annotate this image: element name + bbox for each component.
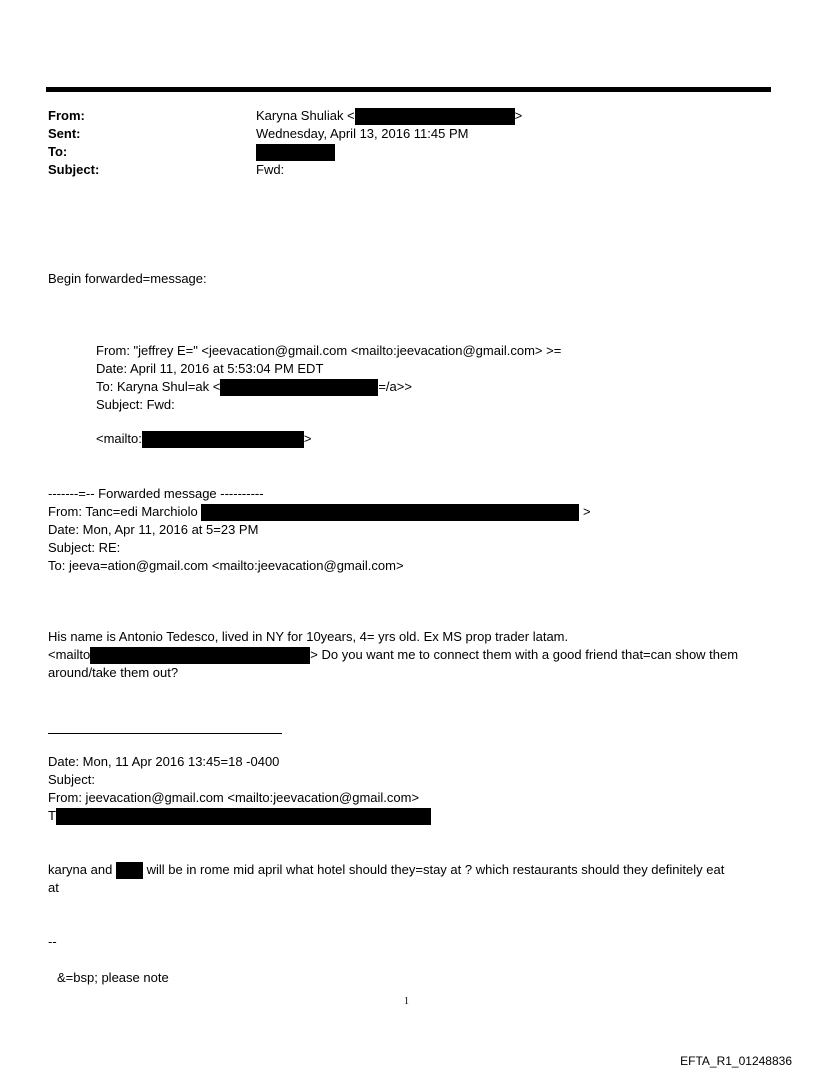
fwd3-date-line: Date: Mon, 11 Apr 2016 13:45=18 -0400 (48, 754, 280, 769)
para3-suffix: will be in rome mid april what hotel should they=stay at ? which restaurants should they definitely eat (146, 862, 725, 877)
fwd2-from-suffix: > (582, 504, 591, 519)
from-value-close: > (514, 108, 523, 123)
fwd1-to-prefix: To: Karyna Shul=ak < (96, 379, 221, 394)
fwd1-mailto-suffix: > (303, 431, 312, 446)
paragraph-2 (48, 646, 738, 664)
redaction-box (56, 808, 431, 825)
para2-suffix: > Do you want me to connect them with a good friend that=can show them (310, 647, 739, 662)
fwd3-to-prefix: T (48, 808, 56, 823)
paragraph-1: His name is Antonio Tedesco, lived in NY for 10years, 4= yrs old. Ex MS prop trader latam. (48, 629, 569, 644)
forward-separator: -------=-- Forwarded message ---------- (48, 486, 264, 501)
fwd1-to-suffix: =/a>> (378, 379, 412, 394)
subject-label: Subject: (48, 162, 100, 177)
paragraph-2-continued: around/take them out? (48, 665, 179, 680)
fwd2-from-line (48, 503, 591, 521)
fwd3-subject-line: Subject: (48, 772, 95, 787)
fwd1-from-line: From: "jeffrey E=" <jeevacation@gmail.com <mailto:jeevacation@gmail.com> >= (96, 343, 562, 358)
fwd3-to-line (48, 807, 431, 825)
fwd1-mailto-line (96, 430, 311, 448)
redaction-box (90, 647, 310, 664)
redaction-box (256, 144, 335, 161)
note-line: &=bsp; please note (57, 970, 169, 985)
fwd1-mailto-prefix: <mailto: (96, 431, 142, 446)
sent-label: Sent: (48, 126, 81, 141)
quote-divider (48, 733, 282, 734)
redaction-box (220, 379, 378, 396)
fwd1-subject-line: Subject: Fwd: (96, 397, 175, 412)
fwd2-subject-line: Subject: RE: (48, 540, 121, 555)
para3-prefix: karyna and (48, 862, 113, 877)
subject-value: Fwd: (256, 162, 285, 177)
redaction-box (116, 862, 143, 879)
bates-number: EFTA_R1_01248836 (680, 1054, 792, 1068)
begin-forwarded-text: Begin forwarded=message: (48, 271, 207, 286)
paragraph-3 (48, 861, 724, 879)
fwd2-from-prefix: From: Tanc=edi Marchiolo (48, 504, 198, 519)
paragraph-3-continued: at (48, 880, 59, 895)
sent-value: Wednesday, April 13, 2016 11:45 PM (256, 126, 469, 141)
signature-dash: -- (48, 934, 57, 949)
to-value (256, 143, 335, 161)
redaction-box (355, 108, 515, 125)
fwd3-from-line: From: jeevacation@gmail.com <mailto:jeevacation@gmail.com> (48, 790, 420, 805)
from-value-text: Karyna Shuliak < (256, 108, 355, 123)
fwd1-to-line (96, 378, 412, 396)
fwd2-date-line: Date: Mon, Apr 11, 2016 at 5=23 PM (48, 522, 259, 537)
from-value (256, 107, 522, 125)
redaction-box (142, 431, 304, 448)
fwd2-to-line: To: jeeva=ation@gmail.com <mailto:jeevacation@gmail.com> (48, 558, 404, 573)
para2-prefix: <mailto (48, 647, 91, 662)
fwd1-date-line: Date: April 11, 2016 at 5:53:04 PM EDT (96, 361, 324, 376)
redaction-box (201, 504, 579, 521)
page-number: 1 (404, 996, 409, 1007)
from-label: From: (48, 108, 85, 123)
header-rule (46, 87, 771, 92)
to-label: To: (48, 144, 68, 159)
